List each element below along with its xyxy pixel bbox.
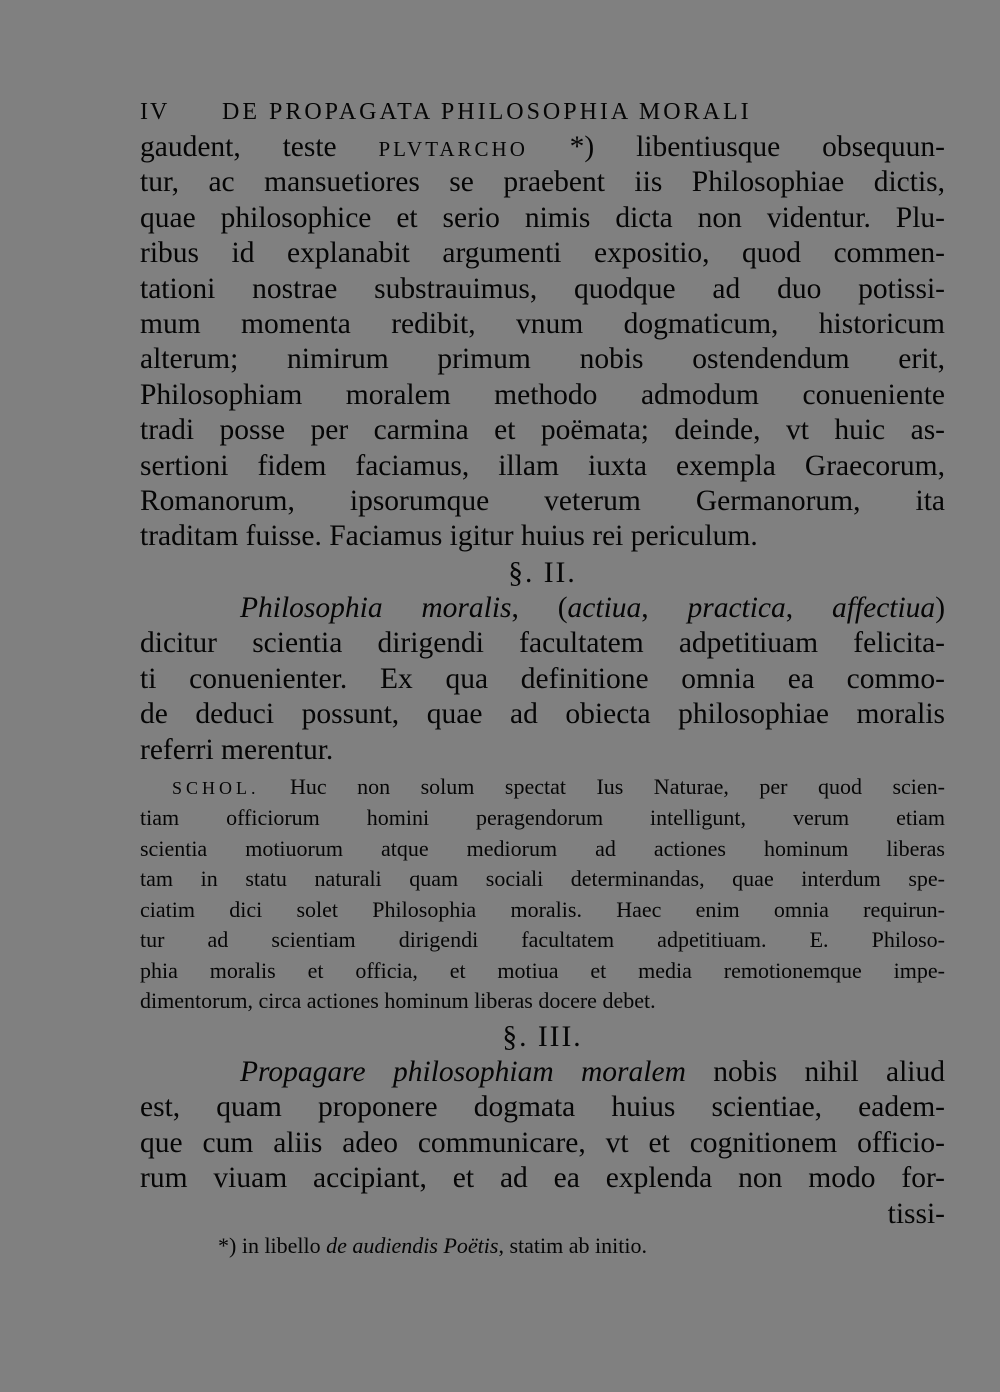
author-name: plvtarcho [378,131,528,163]
text-line: tiam officiorum homini peragendorum intelligunt, verum etiam [140,805,945,831]
text-line: dimentorum, circa actiones hominum liberas docere debet. [140,988,656,1014]
text-line: tradi posse per carmina et poëmata; deinde, vt huic as- [140,414,945,447]
text-line: est, quam proponere dogmata huius scientiae, eadem- [140,1091,945,1124]
page-number: IV [140,99,170,125]
footnote: *) in libello de audiendis Poëtis, statim ab initio. [218,1232,647,1258]
footnote-title: de audiendis Poëtis [326,1232,499,1258]
text-line: tationi nostrae substrauimus, quodque ad duo potissi- [140,272,945,305]
text-line: tam in statu naturali quam sociali determinandas, quae interdum spe- [140,866,945,892]
section-heading-2: §. II. [508,556,577,589]
text-line: dicitur scientia dirigendi facultatem adpetitiuam felicita- [140,627,945,660]
scholium-label: SCHOL. [172,777,260,798]
text-line: SCHOL. Huc non solum spectat Ius Naturae, per quod scien- [172,773,945,799]
text-line: quae philosophice et serio nimis dicta non videntur. Plu- [140,201,945,234]
text-line: ribus id explanabit argumenti expositio, quod commen- [140,237,945,270]
section-heading-3: §. III. [502,1020,583,1053]
text-line: sertioni fidem faciamus, illam iuxta exempla Graecorum, [140,449,945,482]
text-line: que cum aliis adeo communicare, vt et cognitionem officio- [140,1126,945,1159]
text-line: ciatim dici solet Philosophia moralis. Haec enim omnia requirun- [140,896,945,922]
text-line: Philosophia moralis, (actiua, practica, affectiua) [240,591,946,624]
text-line: alterum; nimirum primum nobis ostendendum erit, [140,343,945,376]
text-line: Philosophiam moralem methodo admodum conueniente [140,378,945,411]
text-line: Propagare philosophiam moralem nobis nihil aliud [240,1055,946,1088]
text-line: traditam fuisse. Faciamus igitur huius rei periculum. [140,520,758,553]
text-line: ti conuenienter. Ex qua definitione omnia ea commo- [140,662,945,695]
running-title: DE PROPAGATA PHILOSOPHIA MORALI [222,99,752,125]
running-head [140,94,945,130]
scholium [140,772,945,1017]
text-line: scientia motiuorum atque mediorum ad actiones hominum liberas [140,835,945,861]
text-line: rum viuam accipiant, et ad ea explenda non modo for- [140,1162,945,1195]
text-line: Romanorum, ipsorumque veterum Germanorum, ita [140,485,945,518]
book-page [140,94,945,1261]
text-line: de deduci possunt, quae ad obiecta philosophiae moralis [140,698,945,731]
text-line: tur ad scientiam dirigendi facultatem adpetitiuam. E. Philoso- [140,927,945,953]
text-line: referri merentur. [140,733,334,766]
text-line: tur, ac mansuetiores se praebent iis Philosophiae dictis, [140,166,945,199]
paragraph-2 [140,591,945,768]
catchword: tissi- [887,1197,945,1230]
footnote-marker: *) [218,1232,237,1258]
text-line: gaudent, teste plvtarcho *) libentiusque obsequun- [140,131,945,163]
text-line: phia moralis et officia, et motiua et media remotionemque impe- [140,957,945,983]
paragraph-3 [140,1055,945,1197]
text-line: mum momenta redibit, vnum dogmaticum, historicum [140,308,945,341]
paragraph-1 [140,130,945,555]
